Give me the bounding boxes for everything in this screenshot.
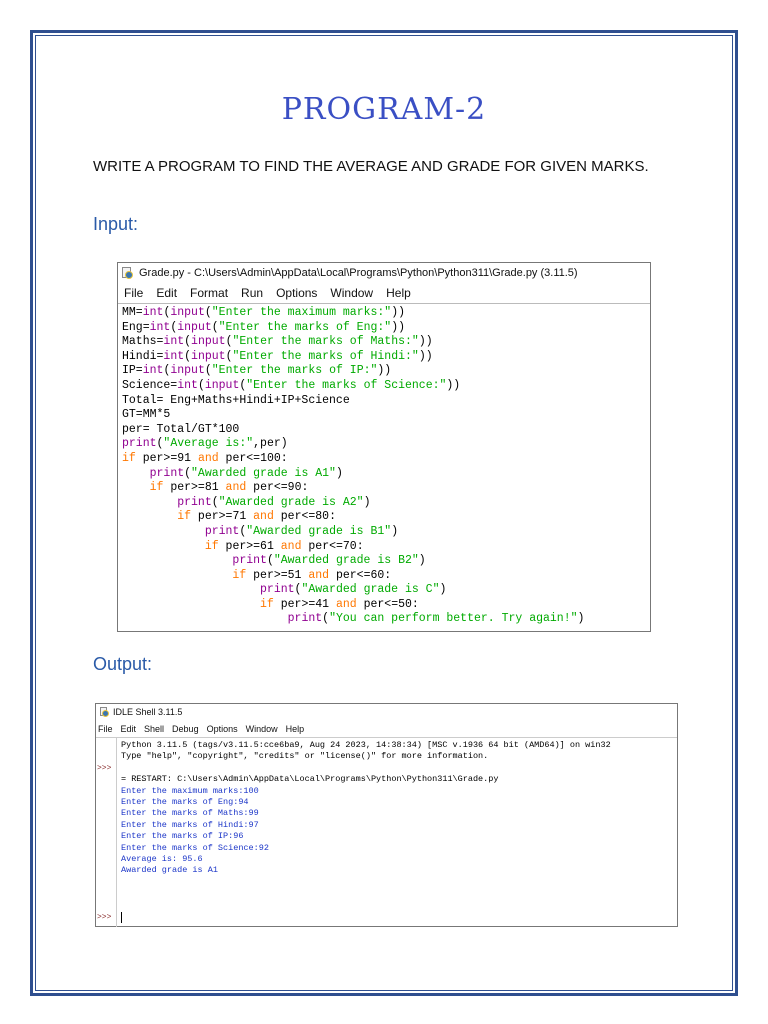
shell-menu-options[interactable]: Options (206, 723, 238, 734)
shell-prompt-gutter (96, 738, 117, 927)
editor-menu-run[interactable]: Run (241, 286, 264, 300)
code-line: print("Awarded grade is B2") (232, 554, 426, 568)
code-line: print("Awarded grade is A2") (177, 495, 371, 509)
shell-window[interactable] (95, 703, 678, 927)
editor-menu-format[interactable]: Format (190, 286, 229, 300)
shell-lines (121, 740, 611, 877)
editor-window-title: Grade.py - C:\Users\Admin\AppData\Local\Programs\Python\Python311\Grade.py (3.11.5) (139, 267, 578, 279)
shell-window-title: IDLE Shell 3.11.5 (113, 707, 183, 717)
shell-line: Python 3.11.5 (tags/v3.11.5:cce6ba9, Aug 24 2023, 14:38:34) [MSC v.1936 64 bit (AMD64)] on win32 (121, 740, 611, 750)
code-line: IP=int(input("Enter the marks of IP:")) (122, 364, 392, 378)
page-title: PROGRAM-2 (281, 92, 487, 127)
shell-line: Enter the marks of Science:92 (121, 842, 269, 853)
editor-menu-file[interactable]: File (124, 286, 144, 300)
editor-window[interactable] (117, 262, 651, 632)
code-line: print("Awarded grade is A1") (149, 466, 343, 480)
editor-menu-help[interactable]: Help (386, 286, 411, 300)
shell-line: Enter the marks of IP:96 (121, 831, 244, 842)
shell-menu-bar (96, 720, 677, 737)
editor-menu-options[interactable]: Options (276, 286, 318, 300)
code-line: Science=int(input("Enter the marks of Science:")) (122, 378, 461, 392)
code-line: print("You can perform better. Try again!") (287, 612, 585, 626)
code-line: if per>=81 and per<=90: (149, 481, 309, 495)
code-line: MM=int(input("Enter the maximum marks:")) (122, 306, 406, 319)
output-heading: Output: (93, 654, 153, 674)
code-line: print("Awarded grade is C") (260, 583, 447, 597)
code-line: Eng=int(input("Enter the marks of Eng:")) (122, 320, 405, 334)
shell-menu-help[interactable]: Help (285, 723, 305, 734)
code-line: if per>=71 and per<=80: (177, 510, 336, 524)
shell-line: Type "help", "copyright", "credits" or "license()" for more information. (121, 751, 489, 762)
code-line: if per>=91 and per<=100: (122, 451, 288, 465)
shell-line: Enter the marks of Maths:99 (121, 808, 259, 819)
code-line: print("Awarded grade is B1") (204, 524, 399, 538)
input-heading: Input: (93, 214, 139, 234)
editor-title-bar[interactable] (118, 263, 650, 283)
shell-menu-edit[interactable]: Edit (120, 723, 137, 734)
shell-title-bar[interactable] (96, 704, 677, 720)
shell-prompt: >>> (97, 764, 112, 773)
shell-menu-debug[interactable]: Debug (172, 723, 199, 734)
code-editor-area[interactable] (118, 303, 650, 627)
question-text: WRITE A PROGRAM TO FIND THE AVERAGE AND GRADE FOR GIVEN MARKS. (93, 158, 649, 175)
code-line: if per>=51 and per<=60: (232, 568, 392, 582)
text-cursor (121, 912, 122, 923)
shell-line: Awarded grade is A1 (121, 865, 218, 876)
shell-line (121, 763, 611, 774)
editor-menu-window[interactable]: Window (330, 286, 374, 300)
code-line: if per>=61 and per<=70: (204, 539, 364, 553)
editor-menu-bar (118, 283, 650, 303)
shell-line: Average is: 95.6 (121, 853, 203, 864)
code-line: Maths=int(input("Enter the marks of Maths:")) (122, 335, 433, 349)
shell-menu-shell[interactable]: Shell (144, 723, 165, 734)
shell-line: = RESTART: C:\Users\Admin\AppData\Local\Programs\Python\Python311\Grade.py (121, 774, 499, 785)
python-file-icon (121, 267, 133, 279)
code-line: if per>=41 and per<=50: (260, 597, 419, 611)
shell-line: Enter the marks of Hindi:97 (121, 819, 259, 830)
shell-menu-window[interactable]: Window (245, 723, 278, 734)
python-shell-icon (99, 707, 109, 717)
code-line: per= Total/GT*100 (122, 422, 240, 436)
shell-prompt: >>> (97, 913, 112, 922)
code-line: Hindi=int(input("Enter the marks of Hindi:")) (122, 349, 433, 363)
code-line: GT=MM*5 (122, 408, 171, 422)
code-line: Total= Eng+Maths+Hindi+IP+Science (122, 393, 350, 407)
shell-menu-file[interactable]: File (98, 723, 113, 734)
editor-menu-edit[interactable]: Edit (156, 286, 178, 300)
shell-line: Enter the marks of Eng:94 (121, 796, 249, 807)
code-line: print("Average is:",per) (122, 437, 288, 451)
shell-output-area[interactable] (96, 737, 677, 927)
shell-line: Enter the maximum marks:100 (121, 785, 259, 796)
